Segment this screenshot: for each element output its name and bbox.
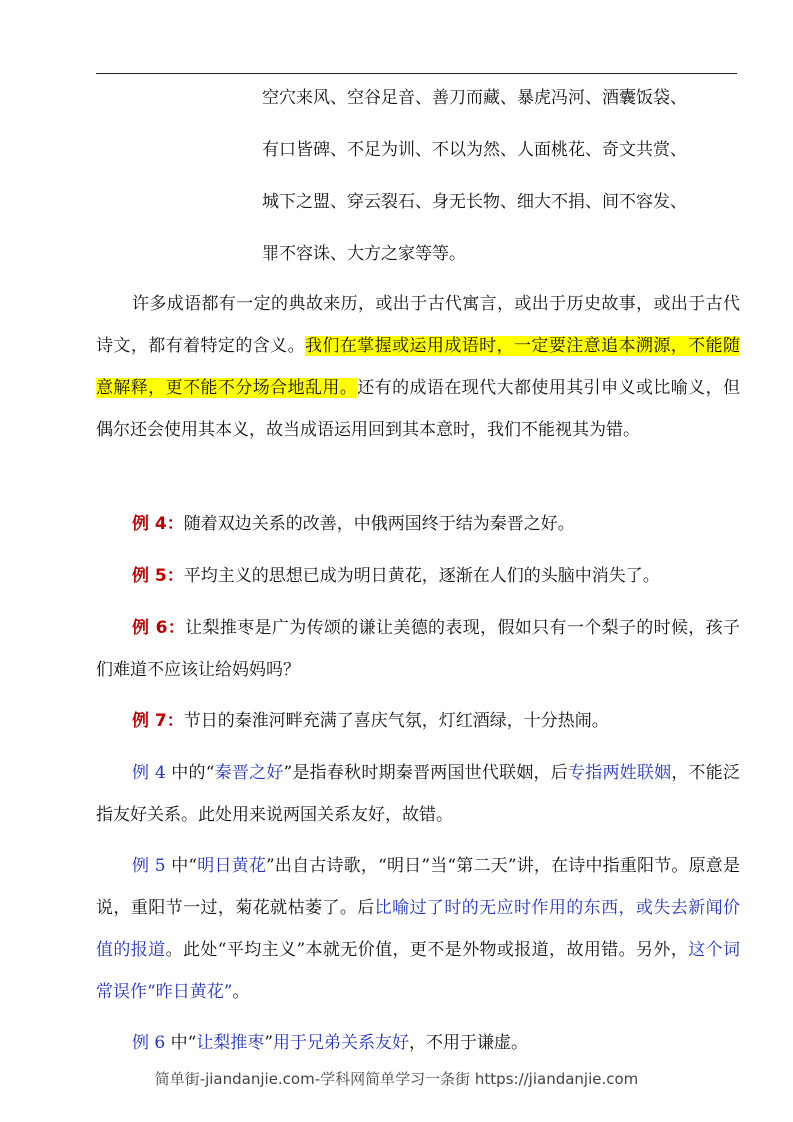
analysis-text: 中“	[170, 1033, 197, 1053]
example-label: 例 6：	[132, 618, 186, 638]
intro-paragraph	[96, 283, 740, 451]
example-7	[96, 700, 740, 742]
idiom-term: 秦晋之好	[214, 763, 284, 783]
analysis-text: 中的“	[171, 763, 215, 783]
analysis-key-point: 专指两姓联姻	[568, 763, 672, 783]
example-text: 随着双边关系的改善，中俄两国终于结为秦晋之好。	[183, 514, 575, 534]
analysis-label: 例 6	[132, 1033, 171, 1053]
idiom-list-line-1: 空穴来风、空谷足音、善刀而藏、暴虎冯河、酒囊饭袋、	[262, 88, 687, 108]
example-text: 节日的秦淮河畔充满了喜庆气氛，灯红酒绿，十分热闹。	[183, 711, 609, 731]
idiom-list-line-4: 罪不容诛、大方之家等等。	[262, 244, 466, 264]
analysis-4	[96, 752, 740, 836]
example-4	[96, 503, 740, 545]
intro-highlight: 我们在掌握或运用成语时，一定要注意追本溯源，不能随意解释，更不能不分场合地乱用。	[96, 336, 740, 398]
example-6	[96, 607, 740, 691]
example-label: 例 4：	[132, 514, 184, 534]
example-text: 让梨推枣是广为传颂的谦让美德的表现，假如只有一个梨子的时候，孩子们难道不应该让给妈妈吗？	[96, 618, 741, 680]
analysis-key-point: 用于兄弟关系友好	[273, 1033, 410, 1053]
example-label: 例 7：	[132, 711, 184, 731]
idiom-term: 明日黄花	[197, 856, 267, 876]
analysis-text: ”出自古诗歌，“明日”当“第二天”讲，在诗中指重阳节。原意是说，重阳节一过，菊花就枯萎了。后	[96, 856, 740, 918]
analysis-text: ，不能泛指友好关系。此处用来说两国关系友好，故错。	[96, 763, 740, 825]
example-label: 例 5：	[132, 566, 184, 586]
idiom-list-line-2: 有口皆碑、不足为训、不以为然、人面桃花、奇文共赏、	[262, 140, 687, 160]
analysis-text: 中“	[171, 856, 198, 876]
analysis-text: 。	[232, 982, 250, 1002]
analysis-key-point: 比喻过了时的无应时作用的东西，或失去新闻价值的报道	[96, 898, 741, 960]
analysis-text: 。此处“平均主义”本就无价值，更不是外物或报道，故用错。另外，	[165, 940, 689, 960]
analysis-label: 例 4	[132, 763, 172, 783]
analysis-6	[96, 1022, 740, 1064]
example-5	[96, 555, 740, 597]
analysis-text: ”	[264, 1033, 274, 1053]
example-text: 平均主义的思想已成为明日黄花，逐渐在人们的头脑中消失了。	[183, 566, 660, 586]
analysis-key-point: 这个词常误作“昨日黄花”	[96, 940, 741, 1002]
intro-text-after: 还有的成语在现代大都使用其引申义或比喻义，但偶尔还会使用其本义，故当成语运用回到其本意时，我们不能视其为错。	[96, 378, 740, 440]
analysis-label: 例 5	[132, 856, 172, 876]
page-footer: 简单街-jiandanjie.com-学科网简单学习一条街 https://jiandanjie.com	[154, 1070, 639, 1088]
header-rule	[96, 73, 737, 74]
analysis-text: ”是指春秋时期秦晋两国世代联姻，后	[283, 763, 568, 783]
idiom-term: 让梨推枣	[196, 1033, 265, 1053]
analysis-5	[96, 845, 740, 1013]
intro-text: 许多成语都有一定的典故来历，或出于古代寓言，或出于历史故事，或出于古代诗文，都有着特定的含义。	[96, 294, 740, 356]
analysis-text: ，不用于谦虚。	[409, 1033, 529, 1053]
idiom-list-line-3: 城下之盟、穿云裂石、身无长物、细大不捐、间不容发、	[262, 192, 687, 212]
